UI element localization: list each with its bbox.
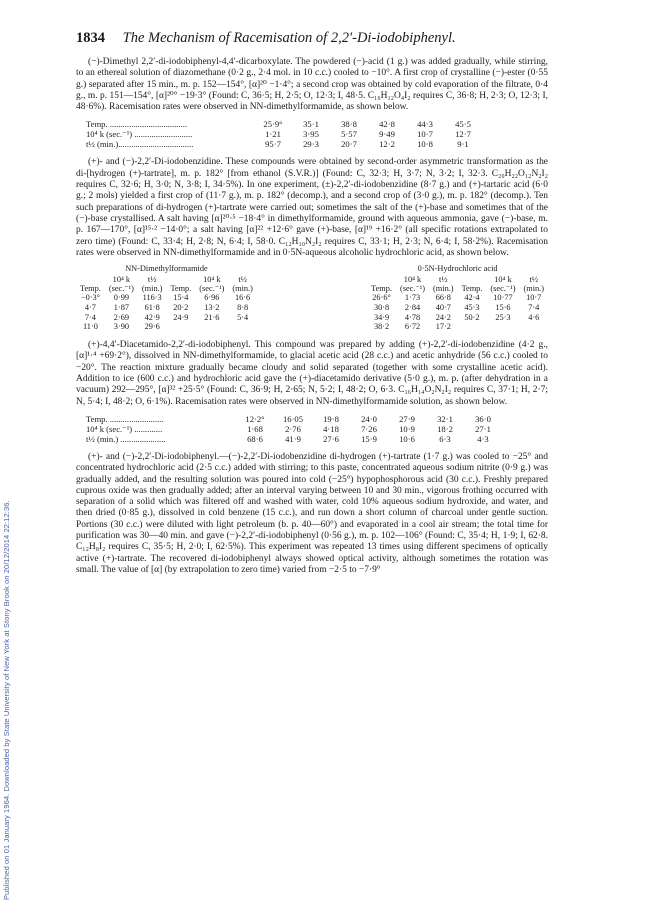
- table-cell: [486, 322, 519, 332]
- download-watermark: [0, 40, 14, 900]
- table-cell: 21·6: [204, 312, 220, 322]
- column-header: (sec.⁻¹): [108, 283, 134, 293]
- table-cell: 10·7: [417, 129, 433, 140]
- rate-tables-benzidine: [76, 264, 548, 332]
- table-cell: 20·7: [341, 139, 357, 150]
- table-cell: 3·90: [113, 322, 129, 332]
- column-header: 10⁴ k: [203, 274, 221, 284]
- table-header-row: [76, 284, 257, 293]
- table-cell: 2·84: [404, 302, 421, 312]
- column-header: [367, 275, 396, 284]
- table-cell: 10·6: [399, 433, 415, 444]
- table-cell: 36·0: [475, 413, 491, 424]
- table-cell: 1·87: [113, 302, 129, 312]
- table-cell: 5·57: [341, 129, 357, 140]
- table-cell: 17·2: [435, 322, 451, 332]
- table-cell: 10·9: [399, 423, 415, 434]
- table-cell: 10·7: [526, 292, 542, 302]
- download-watermark-text: Published on 01 January 1964. Downloaded by State University of New York at Stony Brook on 20/12/2014 22:12:36.: [2, 500, 11, 900]
- table-cell: 2·76: [285, 423, 301, 434]
- table-cell: 12·7: [455, 129, 471, 140]
- column-header: [458, 275, 487, 284]
- table-header-row: [367, 284, 548, 293]
- table-caption: NN-Dimethylformamide: [125, 264, 208, 274]
- paragraph-diacetamido: (+)-4,4′-Diacetamido-2,2′-di-iodobiphenyl. This compound was prepared by adding (+)-2,2′-di-iodobenzidine (4·2 g., [α]¹·⁴ +69·2°), dissolved in NN-dimethylformamide, to glacial acetic acid (28 c.c.) and acetic anhydride (56 c.c.) cooled to −20°. The reaction mixture gradually became cloudy and solid separated (together with some crystalline acetic acid). Addition to ice (600 c.c.) and hydrochloric acid gave the (+)-diacetamido derivative (5·0 g.), m. p. (after dehydration in a vacuum) 292—295°, [α]³² +25·5° (Found: C, 36·9; H, 2·65; N, 5·2; I, 48·2; O, 6·3. C₁₆H₁₄O₂N₂I₂ requires C, 37·1; H, 2·7; N, 5·4; I, 48·2; O, 6·1%). Racemisation rates were observed in NN-dimethylformamide solution, as shown below.: [76, 340, 548, 407]
- table-row: [76, 322, 257, 332]
- row-label: 10⁴ k (sec.⁻¹) .............: [86, 423, 163, 434]
- table-cell: 3·95: [303, 129, 319, 140]
- column-header: (min.): [523, 283, 544, 293]
- table-cell: 68·6: [247, 433, 263, 444]
- table-cell: 7·26: [361, 423, 377, 434]
- table-cell: 32·1: [437, 413, 453, 424]
- table-cell: 16·6: [235, 292, 251, 302]
- table-header-row: [76, 275, 257, 284]
- table-cell: 29·6: [144, 322, 160, 332]
- table-cell: 24·0: [361, 413, 377, 424]
- table-row: [367, 313, 548, 323]
- table-cell: 30·8: [373, 302, 390, 312]
- table-cell: 9·49: [379, 129, 395, 140]
- table-cell: 66·8: [435, 292, 451, 302]
- table-dimethylformamide: [76, 264, 257, 332]
- table-cell: 27·1: [475, 423, 491, 434]
- table-row: [367, 303, 548, 313]
- table-row: [86, 139, 482, 149]
- table-row: [86, 414, 502, 424]
- table-cell: 4·7: [84, 302, 96, 312]
- column-header: 10⁴ k: [403, 274, 422, 284]
- table-cell: 7·4: [84, 312, 96, 322]
- table-cell: 44·3: [417, 119, 433, 130]
- row-label: 10⁴ k (sec.⁻¹) ...........................: [86, 129, 193, 140]
- table-cell: 4·78: [404, 312, 421, 322]
- table-cell: 11·0: [82, 322, 98, 332]
- table-cell: 20·2: [173, 302, 189, 312]
- table-cell: 12·2°: [245, 413, 265, 424]
- column-header: 10⁴ k: [112, 274, 131, 284]
- table-cell: 26·6°: [372, 292, 391, 302]
- table-cell: 13·2: [204, 302, 220, 312]
- column-header: [76, 275, 105, 284]
- table-cell: 34·9: [373, 312, 390, 322]
- table-row: [367, 293, 548, 303]
- table-row: [367, 322, 548, 332]
- table-cell: 10·8: [417, 139, 433, 150]
- table-cell: [458, 322, 487, 332]
- table-cell: 1·21: [265, 129, 281, 140]
- column-header: t½: [238, 274, 247, 284]
- table-cell: 15·4: [173, 292, 189, 302]
- table-cell: 116·3: [142, 292, 162, 302]
- table-cell: 12·2: [379, 139, 395, 150]
- table-cell: 4·6: [528, 312, 540, 322]
- paragraph-diiodobiphenyl: (+)- and (−)-2,2′-Di-iodobiphenyl.—(−)-2,2′-Di-iodobenzidine di-hydrogen (+)-tartrate (1·7 g.) was cooled to −25° and concentrated hydrochloric acid (2·5 c.c.) added with stirring; to this paste, concentrated aqueous sodium nitrite (0·9 g.) was gradually added, and the resulting solution was poured into cold (−25°) hypophosphorous acid (30 c.c.). Freshly prepared cuprous oxide was then gradually added; after an interval varying between 10 and 30 min., vigorous frothing occurred with separation of a solid which was filtered off and washed with water, cold 10% aqueous sodium hydroxide, and water, and then dried (0·85 g.), dissolved in cold benzene (15 c.c.), and run down a short column of charcoal under gentle suction. Portions (30 c.c.) were diluted with light petroleum (b. p. 40—60°) and evaporated in a cool air stream; the total time for purification was 30—40 min. and gave (−)-2,2′-di-iodobiphenyl (0·56 g.), m. p. 102—106° (Found: C, 35·4; H, 1·9; I, 62·8. C₁₂H₈I₂ requires C, 35·5; H, 2·0; I, 62·5%). This experiment was repeated 13 times using different specimens of optically active (+)-tartrate. The recovered di-iodobiphenyl always showed optical activity, although sometimes the rotation was small. The value of [α] (by extrapolation to zero time) varied from −2·5 to −7·9°: [76, 451, 548, 575]
- table-cell: 42·4: [464, 292, 480, 302]
- paragraph-dimethyl-ester: (−)-Dimethyl 2,2′-di-iodobiphenyl-4,4′-dicarboxylate. The powdered (−)-acid (1 g.) was added gradually, while stirring, to an ethereal solution of diazomethane (0·2 g., 2·4 mol. in 10 c.c.) cooled to −10°. A first crop of crystalline (−)-ester (0·55 g.) separated after 15 min., m. p. 152—154°, [α]²⁰ −1·4°; a second crop was obtained by cold evaporation of the filtrate, 0·4 g., m. p. 151—154°, [α]²⁰° −19·3° (Found: C, 36·5; H, 2·5; O, 12·3; I, 48·5. C₁₆H₁₂O₄I₂ requires C, 36·8; H, 2·3; O, 12·3; I, 48·6%). Racemisation rates were observed in NN-dimethylformamide, as shown below.: [76, 57, 548, 113]
- table-cell: 42·9: [144, 312, 160, 322]
- table-cell: 61·8: [144, 302, 160, 312]
- column-header: (min.): [141, 283, 163, 293]
- table-cell: 27·9: [399, 413, 415, 424]
- table-cell: 1·68: [247, 423, 263, 434]
- table-cell: [195, 322, 228, 332]
- table-cell: 29·3: [303, 139, 319, 150]
- table-cell: 16·05: [282, 413, 304, 424]
- column-header: t½: [147, 274, 157, 284]
- table-cell: 19·8: [323, 413, 339, 424]
- column-header: (sec.⁻¹): [399, 283, 426, 293]
- row-label: t½ (min.)...................................: [86, 139, 194, 150]
- row-label: t½ (min.) .....................: [86, 433, 166, 444]
- table-cell: 25·3: [495, 312, 511, 322]
- column-header: Temp.: [170, 283, 192, 293]
- table-cell: 0·99: [113, 292, 129, 302]
- table-row: [76, 293, 257, 303]
- table-header-row: [367, 275, 548, 284]
- table-cell: 10·77: [493, 292, 513, 302]
- table-cell: 4·3: [477, 433, 489, 444]
- table-cell: 2·69: [113, 312, 129, 322]
- table-caption: 0·5N-Hydrochloric acid: [417, 264, 498, 274]
- table-cell: 42·8: [379, 119, 395, 130]
- table-cell: −0·3°: [80, 292, 100, 302]
- table-cell: 41·9: [285, 433, 301, 444]
- table-cell: 6·3: [439, 433, 451, 444]
- row-label: Temp. ....................................: [86, 119, 188, 130]
- column-header: (sec.⁻¹): [199, 283, 225, 293]
- column-header: (min.): [433, 283, 454, 293]
- table-row: [86, 424, 502, 434]
- table-cell: 38·2: [373, 322, 390, 332]
- table-hydrochloric-acid: [367, 264, 548, 332]
- table-cell: 38·8: [341, 119, 357, 130]
- running-title: The Mechanism of Racemisation of 2,2′-Di-iodobiphenyl.: [122, 30, 456, 46]
- column-header: 10⁴ k: [494, 274, 512, 284]
- table-cell: 50·2: [464, 312, 480, 322]
- row-label: Temp. .........................: [86, 413, 164, 424]
- table-cell: 27·6: [323, 433, 339, 444]
- table-cell: 45·3: [464, 302, 480, 312]
- table-cell: 25·9°: [263, 119, 283, 130]
- table-cell: 40·7: [435, 302, 451, 312]
- table-cell: [519, 322, 548, 332]
- table-row: [76, 303, 257, 313]
- table-cell: 35·1: [303, 119, 319, 130]
- table-cell: 8·8: [237, 302, 249, 312]
- column-header: (sec.⁻¹): [490, 283, 516, 293]
- rate-table-ester: [86, 119, 482, 149]
- table-cell: 18·2: [437, 423, 453, 434]
- paragraph-diiodobenzidine: (+)- and (−)-2,2′-Di-iodobenzidine. These compounds were obtained by second-order asymmetric transformation as the di-[hydrogen (+)-tartrate], m. p. 182° [from ethanol (S.V.R.)] (Found: C, 32·3; H, 3·7; N, 3·2; I, 32·3. C₂₀H₂₂O₁₂N₂I₂ requires C, 32·6; H, 3·0; N, 3·8; I, 34·5%). In one experiment, (±)-2,2′-di-iodobenzidine (8·7 g.) and (+)-tartaric acid (6·0 g.; 2 mols) yielded a first crop of (11·7 g.), m. p. 182° (decomp.), and a second crop of (3·0 g.), m. p. 182° (decomp.). Ten such preparations of di-hydrogen (+)-tartrate were carried out; sometimes the salt of the (+)-base and sometimes that of the (−)-base crystallised. A salt having [α]²⁰·⁵ −18·4° in dimethylformamide, ground with aqueous ammonia, gave (−)-base, m. p. 167—170°, [α]¹⁵·² −14·0°; a salt having [α]²² +12·6° gave (+)-base, [α]¹⁹ +16·2° (all specific rotations extrapolated to zero time) (Found: C, 33·4; H, 2·8; N, 6·4; I, 58·0. C₁₂H₁₀N₂I₂ requires C, 33·1; H, 2·3; N, 6·4; I, 58·2%). Racemisation rates were observed in NN-dimethylformamide and in 0·5N-aqueous alcoholic hydrochloric acid, as shown below.: [76, 157, 548, 258]
- column-header: [166, 275, 195, 284]
- table-cell: 15·6: [495, 302, 511, 312]
- table-cell: [228, 322, 257, 332]
- table-cell: 9·1: [457, 139, 469, 150]
- table-cell: 45·5: [455, 119, 471, 130]
- column-header: (min.): [232, 283, 253, 293]
- table-cell: 24·2: [435, 312, 451, 322]
- table-cell: 95·7: [265, 139, 281, 150]
- table-cell: 15·9: [361, 433, 377, 444]
- column-header: Temp.: [461, 283, 483, 293]
- table-cell: 4·18: [323, 423, 339, 434]
- table-row: [86, 434, 502, 444]
- table-row: [86, 119, 482, 129]
- column-header: t½: [529, 274, 538, 284]
- table-cell: [166, 322, 195, 332]
- table-cell: 6·96: [204, 292, 220, 302]
- table-cell: 24·9: [173, 312, 189, 322]
- page-number: 1834: [76, 30, 105, 46]
- rate-table-diacetamido: [86, 414, 502, 444]
- column-header: Temp.: [371, 283, 392, 293]
- column-header: Temp.: [80, 283, 101, 293]
- table-row: [76, 313, 257, 323]
- table-cell: 6·72: [404, 322, 421, 332]
- running-header: [76, 30, 548, 47]
- table-cell: 7·4: [528, 302, 540, 312]
- journal-page: [76, 30, 548, 576]
- table-row: [86, 129, 482, 139]
- table-cell: 5·4: [237, 312, 249, 322]
- table-cell: 1·73: [404, 292, 421, 302]
- column-header: t½: [439, 274, 448, 284]
